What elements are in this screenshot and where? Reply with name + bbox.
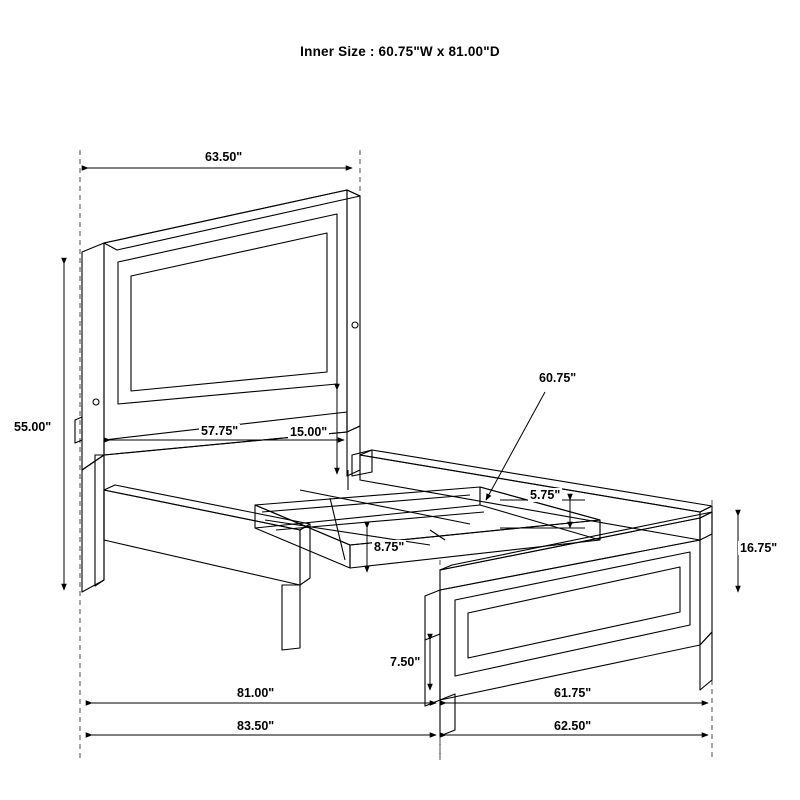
headboard-bolt-left (93, 399, 99, 405)
footboard-right-edge (700, 512, 712, 645)
label-bottom-right-outer: 62.50" (554, 719, 592, 733)
footboard-left-post-line (425, 634, 440, 640)
headboard-left-leg-inner (95, 455, 104, 586)
left-front-leg (282, 585, 300, 650)
left-side-rail-cap (300, 524, 310, 585)
slat-edge (255, 505, 480, 528)
headboard-right-post-lower (347, 426, 360, 476)
footboard-left-post (425, 590, 440, 706)
left-side-rail-top (104, 485, 310, 530)
label-footboard-height: 16.75" (740, 541, 778, 555)
label-slat-span: 60.75" (539, 371, 577, 385)
right-side-rail-cap (700, 506, 712, 540)
headboard-right-edge (347, 190, 360, 432)
label-inner-width: 57.75" (201, 424, 239, 438)
label-foot-clearance: 7.50" (390, 655, 421, 669)
headboard-top-cap (104, 190, 360, 250)
footboard-left-leg (440, 694, 455, 736)
footboard-right-leg (700, 632, 712, 690)
label-bottom-left-outer: 83.50" (237, 719, 275, 733)
label-deck-height: 8.75" (374, 540, 405, 554)
deck-platform-left-side (255, 505, 350, 568)
slat-cross-1 (330, 498, 345, 560)
headboard-left-leg (82, 455, 104, 592)
footboard-inset-inner (468, 567, 680, 658)
page-title: Inner Size : 60.75"W x 81.00"D (300, 44, 500, 59)
headboard-inset-inner (131, 233, 327, 391)
label-slat-drop: 15.00" (290, 425, 328, 439)
headboard-left-bracket (75, 417, 82, 443)
headboard-panel (104, 190, 347, 455)
label-top-width: 63.50" (205, 150, 243, 164)
label-bottom-right-inner: 61.75" (554, 686, 592, 700)
dimension-arrows (64, 168, 738, 760)
slat-support (430, 530, 445, 540)
label-left-height: 55.00" (14, 420, 52, 434)
footboard-inset-outer (455, 552, 690, 676)
dim-slat-span-leader (486, 392, 545, 500)
headboard-left-post (82, 243, 104, 470)
headboard-bolt-right (352, 322, 358, 328)
label-slat-height: 5.75" (530, 488, 561, 502)
label-bottom-left-inner: 81.00" (237, 686, 275, 700)
footboard-panel (440, 540, 700, 700)
